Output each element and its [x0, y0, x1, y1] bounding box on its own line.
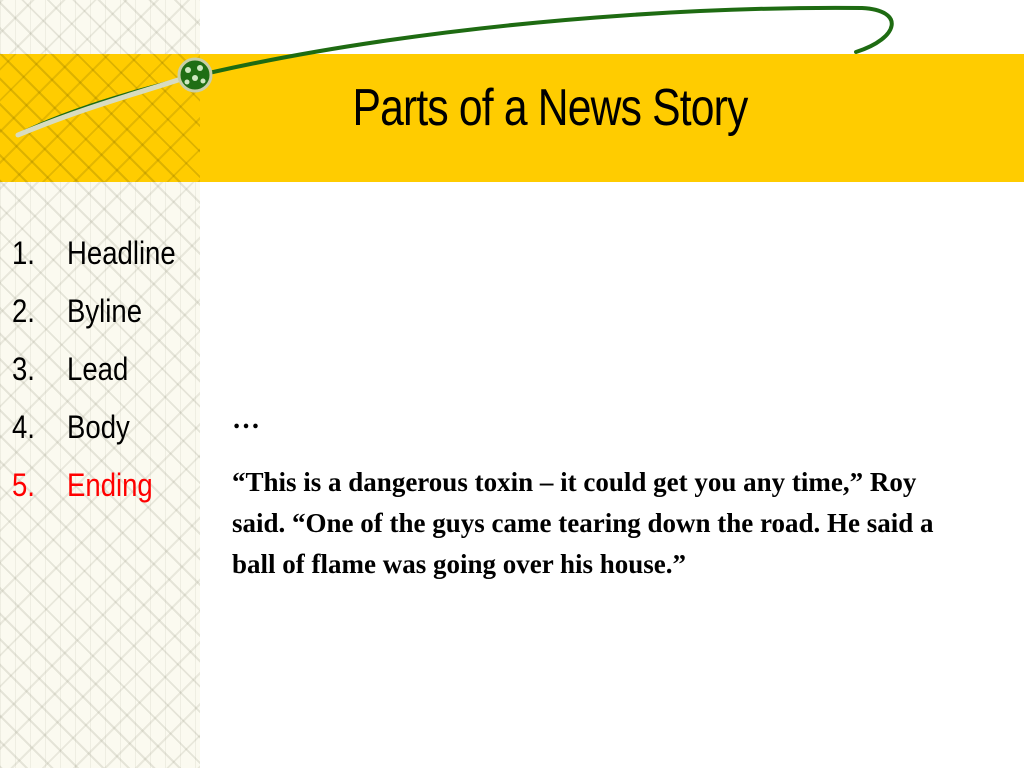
list-item — [12, 290, 176, 348]
list-item-label: Headline — [67, 235, 176, 271]
ellipsis: … — [232, 404, 260, 435]
list-item-label: Byline — [67, 293, 142, 329]
parts-list — [12, 232, 202, 522]
list-item — [12, 406, 176, 464]
story-quote: “This is a dangerous toxin – it could get you any time,” Roy said. “One of the guys came tearing down the road. He said a ball of flame was going over his house.” — [232, 467, 934, 579]
list-item — [12, 348, 176, 406]
slide-title: Parts of a News Story — [352, 79, 748, 137]
list-item — [12, 232, 176, 290]
list-item-label: Lead — [67, 351, 129, 387]
list-item-number: 3. — [12, 351, 35, 387]
list-item-label: Body — [67, 409, 130, 445]
list-item-number: 1. — [12, 235, 35, 271]
list-item-number: 5. — [12, 467, 35, 503]
title-band-pattern — [0, 54, 200, 182]
list-item-label: Ending — [67, 467, 153, 503]
list-item-number: 4. — [12, 409, 35, 445]
list-item-active — [12, 464, 176, 522]
list-item-number: 2. — [12, 293, 35, 329]
